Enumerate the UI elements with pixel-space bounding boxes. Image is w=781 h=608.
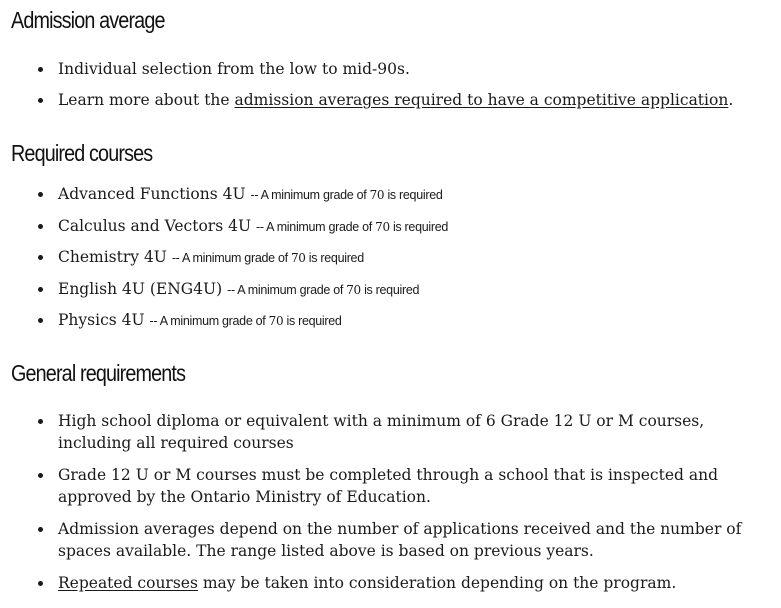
list-item [0,572,781,594]
list-item [0,89,781,120]
course-item [0,215,781,247]
list-item [0,58,781,89]
requirement-text: Admission averages depend on the number of applications received and the number of spaces available. The range listed above is based on previous years. [58,520,742,560]
list-item [0,410,781,454]
bullet-icon [38,473,43,478]
requirement-text: Grade 12 U or M courses must be completed through a school that is inspected and approved by the Ontario Ministry of Education. [58,466,719,506]
bullet-icon [38,192,43,197]
general-requirements-heading: General requirements [11,360,186,386]
required-courses-list [0,183,781,341]
admission-item-text: Individual selection from the low to mid-90s. [58,60,410,78]
bullet-icon [38,224,43,229]
bullet-icon [38,287,43,292]
bullet-icon [38,67,43,72]
grade-note: -- A minimum grade of 70 is required [227,282,420,297]
grade-note: -- A minimum grade of 70 is required [250,188,443,202]
admission-averages-link[interactable]: admission averages required to have a competitive application [234,91,729,109]
grade-note: -- A minimum grade of 70 is required [171,251,364,265]
repeated-courses-suffix: may be taken into consideration depending on the program. [197,574,677,592]
course-item [0,183,781,215]
course-name: Physics 4U [58,311,145,329]
course-item [0,309,781,341]
bullet-icon [38,419,43,424]
bullet-icon [38,318,43,323]
general-requirements-list [0,410,781,604]
course-item [0,278,781,310]
course-item [0,246,781,278]
requirement-text: High school diploma or equivalent with a minimum of 6 Grade 12 U or M courses, including all required courses [58,412,705,452]
admission-average-heading: Admission average [11,7,165,33]
course-name: Advanced Functions 4U [58,185,246,203]
required-courses-heading: Required courses [11,140,153,166]
list-item [0,464,781,508]
admission-average-list [0,58,781,120]
course-name: English 4U (ENG4U) [58,279,223,298]
bullet-icon [38,98,43,103]
repeated-courses-link[interactable]: Repeated courses [58,574,198,592]
grade-note: -- A minimum grade of 70 is required [255,219,449,234]
bullet-icon [38,527,43,532]
learn-more-suffix: . [728,91,734,109]
course-name: Chemistry 4U [58,248,167,266]
list-item [0,518,781,562]
bullet-icon [38,581,43,586]
bullet-icon [38,255,43,260]
learn-more-prefix: Learn more about the [58,91,235,109]
course-name: Calculus and Vectors 4U [58,216,252,235]
grade-note: -- A minimum grade of 70 is required [149,314,342,328]
